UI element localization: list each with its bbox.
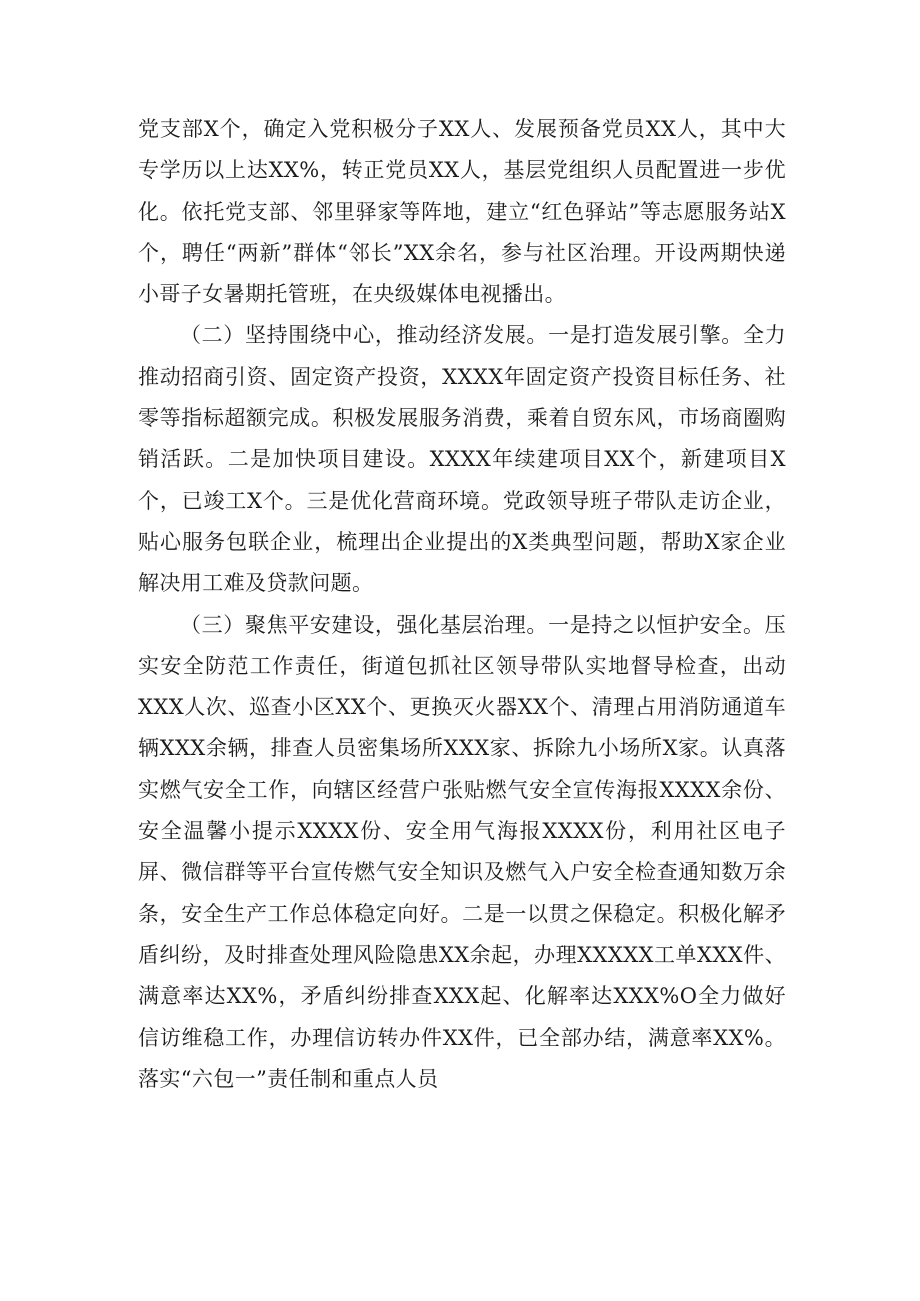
document-body <box>138 109 786 1100</box>
paragraph-party-branch: 党支部X个，确定入党积极分子XX人、发展预备党员XX人，其中大专学历以上达XX%，转正党员XX人，基层党组织人员配置进一步优化。依托党支部、邻里驿家等阵地，建立“红色驿站”等志愿服务站X个，聘任“两新”群体“邻长”XX余名，参与社区治理。开设两期快递小哥子女暑期托管班，在央级媒体电视播出。 <box>138 117 786 307</box>
paragraph-economic-development: （二）坚持围绕中心，推动经济发展。一是打造发展引擎。全力推动招商引资、固定资产投资，XXXX年固定资产投资目标任务、社零等指标超额完成。积极发展服务消费，乘着自贸东风，市场商圈购销活跃。二是加快项目建设。XXXX年续建项目XX个，新建项目X个，已竣工X个。三是优化营商环境。党政领导班子带队走访企业，贴心服务包联企业，梳理出企业提出的X类典型问题，帮助X家企业解决用工难及贷款问题。 <box>138 323 786 596</box>
paragraph-safety-governance: （三）聚焦平安建设，强化基层治理。一是持之以恒护安全。压实安全防范工作责任，街道包抓社区领导带队实地督导检查，出动XXX人次、巡查小区XX个、更换灭火器XX个、清理占用消防通道车辆XXX余辆，排查人员密集场所XXX家、拆除九小场所X家。认真落实燃气安全工作，向辖区经营户张贴燃气安全宣传海报XXXX余份、安全温馨小提示XXXX份、安全用气海报XXXX份，利用社区电子屏、微信群等平台宣传燃气安全知识及燃气入户安全检查通知数万余条，安全生产工作总体稳定向好。二是一以贯之保稳定。积极化解矛盾纠纷，及时排查处理风险隐患XX余起，办理XXXXX工单XXX件、满意率达XX%，矛盾纠纷排查XXX起、化解率达XXX%O全力做好信访维稳工作，办理信访转办件XX件，已全部办结，满意率XX%。落实“六包一”责任制和重点人员 <box>138 612 786 1091</box>
